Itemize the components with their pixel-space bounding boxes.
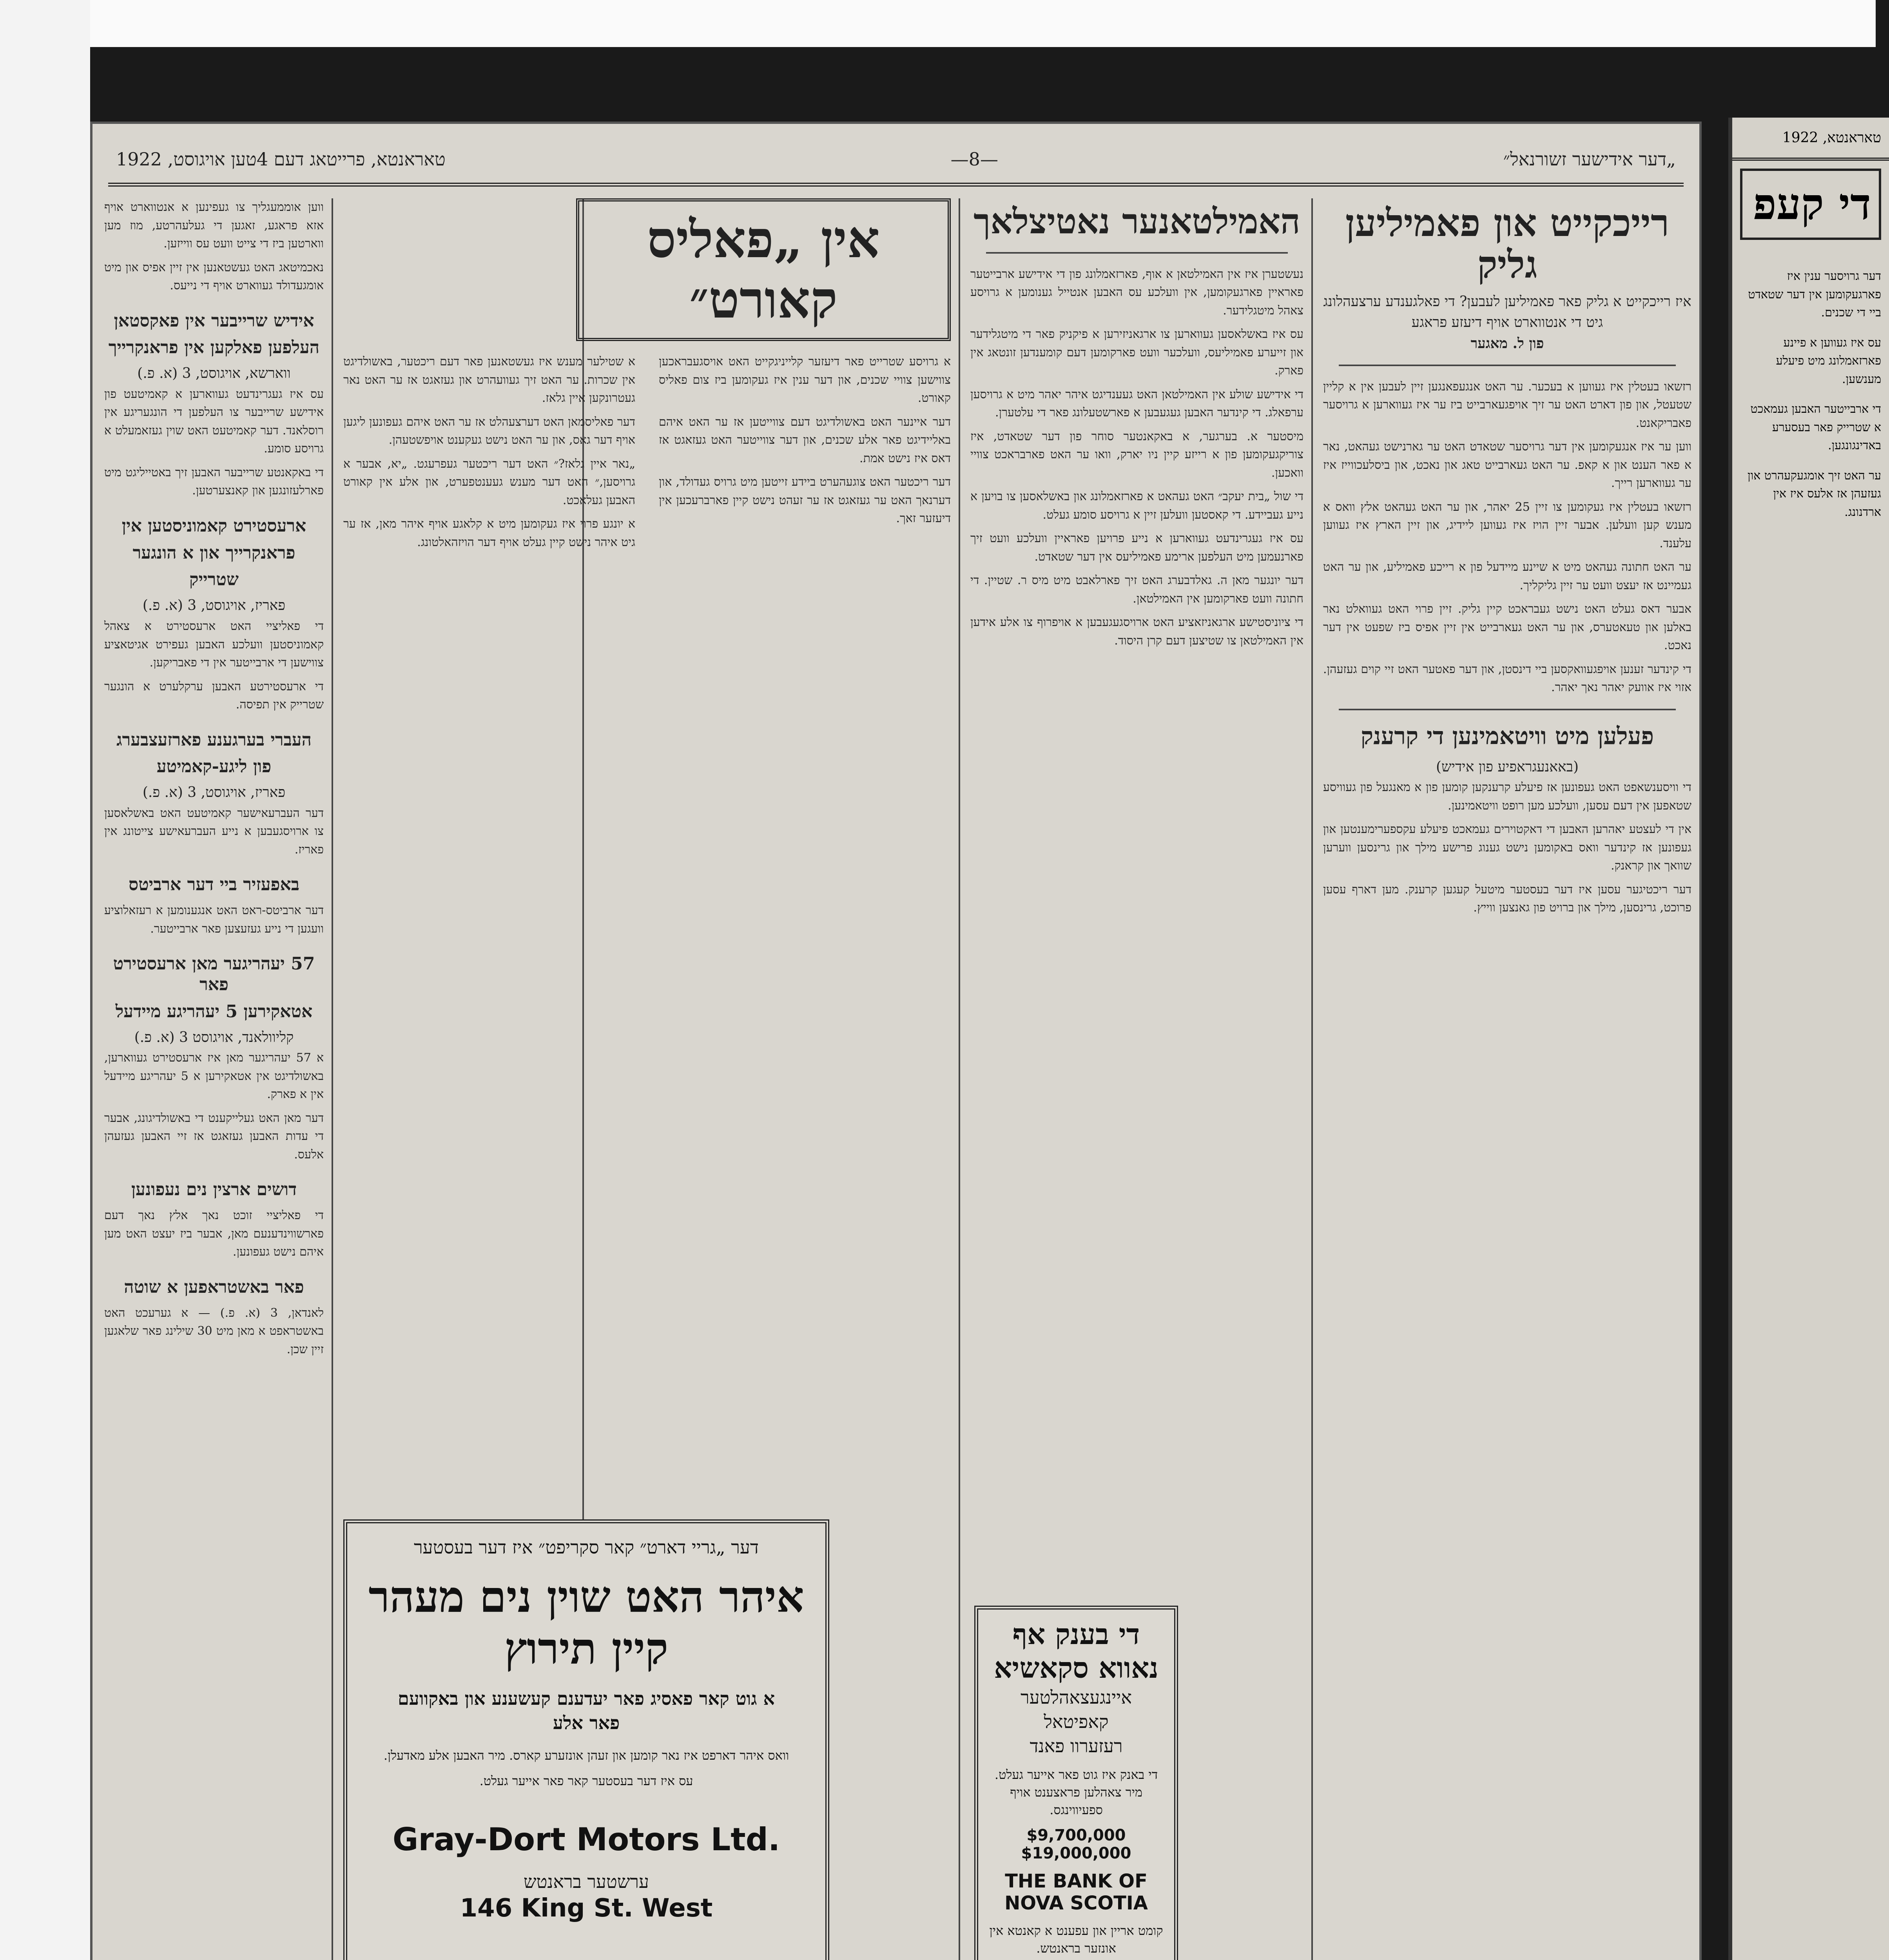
paragraph: רזשאו בעטלין איז געקומען צו זיין 25 יאהר, און ער האט געהאט אלץ וואס א מענש קען וועלען. אבער זיין הויז איז געווען ליידיג, און זיין הארץ איז געווען עלענד. — [1323, 500, 1691, 550]
paragraph: עס איז געווען א פיינע פארזאמלונג מיט פיעלע מענשען. — [1776, 336, 1881, 386]
ad-gray-body: וואס איהר דארפט איז נאר קומען און זעהן אונזערע קארס. מיר האבען אלע מאדעלן. — [383, 1748, 789, 1763]
paragraph: דער ריכטער האט צוגעהערט ביידע זייטען מיט גרויס געדולד, און דערנאך האט ער געזאגט אז ער זעהט נישט קיין פארברעכען אין דיעזער זאך. — [659, 475, 951, 525]
paragraph: א גרויסע שטרייט פאר דיעזער קלייניגקייט האט אויסגעבראכען צווישען צוויי שכנים, און דער ענין איז געקומען ביז צום פאליס קאורט. — [659, 355, 951, 405]
paragraph: די ציוניסטישע ארגאניזאציע האט ארויסגעגעבען א אויפרוף צו אלע אידען אין האמילטאן צו שטיצען דעם קרן היסוד. — [970, 615, 1303, 648]
ad-gray-company: Gray-Dort Motors Ltd. — [392, 1821, 780, 1858]
ad-gray-top-line: דער „גריי דארט״ קאר סקריפט״ איז דער בעסטער — [413, 1537, 759, 1558]
paragraph: עס איז געגרינדעט געווארען א קאמיטעט פון אידישע שרייבער צו העלפען די הונגעריגע אין רוסלאנד. דער קאמיטעט האט שוין געזאמעלט א גרויסע סומע. — [104, 387, 324, 456]
paragraph: ער האט חתונה געהאט מיט א שיינע מיידעל פון א רייכע פאמיליע, און ער האט געמיינט אז יעצט וועט ער זיין גליקליך. — [1323, 560, 1691, 592]
column-rule — [959, 198, 960, 1960]
paragraph: לאנדאן, 3 (א. פ.) — א גערעכט האט באשטראפט א מאן מיט 30 שילינג פאר שלאגען זיין שכן. — [104, 1306, 324, 1356]
column-rule — [1311, 198, 1313, 1960]
ad-bank-text: די באנק איז גוט פאר אייער געלט. מיר צאהלען פראצענט אויף ספעיווינגס. — [994, 1767, 1158, 1817]
subhead-2: גיט די אנטווארט אויף דיעזע פראגע — [1411, 314, 1603, 330]
paragraph: דער גרויסער ענין איז פארגעקומען אין דער שטאדט ביי די שכנים. — [1748, 269, 1881, 319]
dateline: פאריז, אויגוסט, 3 (א. פ.) — [142, 784, 286, 801]
paragraph: די קינדער זענען אויפגעוואקסען ביי דינסטן, און דער פאטער האט זיי קוים געזעהן. אזוי איז אוועק יאהר נאך יאהר. — [1323, 662, 1691, 695]
subhead: איז רייכקייט א גליק פאר פאמיליען לעבען? די פאלגענדע ערצעהלונג — [1323, 294, 1691, 310]
paragraph: די פאליציי האט ארעסטירט א צאהל קאמוניסטען וועלכע האבען געפירט אגיטאציע צווישען די ארבייטער אין די פאבריקען. — [104, 619, 324, 670]
ad-bank-nova-scotia — [974, 1606, 1178, 1960]
paragraph: דער העברעאישער קאמיטעט האט באשלאסען צו ארויסגעבען א נייע העברעאישע צייטונג אין פאריז. — [104, 806, 324, 857]
headline-vitamins: פעלען מיט וויטאמינען די קרענק — [1360, 722, 1654, 750]
paragraph: די פאליציי זוכט נאך אלץ נאך דעם פארשווינדענעם מאן, אבער ביז יעצט האט מען איהם נישט געפונען. — [104, 1209, 324, 1259]
ad-gray-headline-2: קיין תירוץ — [504, 1623, 669, 1674]
paragraph: דער מאן האט געלייקענט די באשולדיגונג, אבער די עדות האבען געזאגט אז זיי האבען געזעהן אלעס. — [104, 1111, 324, 1161]
headline-arrests: ארעסטירט קאמוניסטען אין — [121, 515, 306, 536]
column-family-happiness — [1323, 198, 1691, 1960]
paragraph: ווען ער איז אנגעקומען אין דער גרויסער שטאדט האט ער גארנישט געהאט, נאר א פאר הענט און א קאפ. ער האט געארבייט טאג און נאכט, און ביסלעכווייז איז ער געווארען רייך. — [1323, 440, 1691, 490]
paragraph: די באקאנטע שרייבער האבען זיך באטייליגט מיט פארלעזונגען און קאנצערטען. — [104, 465, 324, 498]
source-note: (באאנעגראפיע פון אידיש) — [1436, 759, 1579, 775]
paragraph: א יונגע פרוי איז געקומען מיט א קלאגע אויף איהר מאן, אז ער גיט איהר נישט קיין געלט אויף דער הויזהאלטונג. — [343, 517, 635, 549]
paragraph: די ארעסטירטע האבען ערקלערט א הונגער שטרייק אין תפיסה. — [104, 679, 324, 712]
paragraph: נעשטערן איז אין האמילטאן א אוף, פארזאמלונג פון די אידישע ארבייטער פאראיין פארגעקומען, אין וועלכע עס האבען אנטייל גענומען א גרויסע צאהל מיטגלידער. — [970, 267, 1303, 318]
divider — [1339, 365, 1676, 366]
column-rule — [332, 198, 333, 1960]
paragraph: אין די לעצטע יאהרען האבען די דאקטוירים געמאכט פיעלע עקספערימענטען און געפונען אז קינדער וואס באקומען נישט גענוג פרישע מילך און גרינסען ווערען שוואך און קראנק. — [1323, 822, 1691, 873]
paragraph: א שטילער מענש איז געשטאנען פאר דעם ריכטער, באשולדיגט אין שכרות. ער האט זיך געוועהרט און געזאגט אז ער האט נאר געטרונקען איין גלאז. — [343, 355, 635, 405]
paragraph: דער ארביטס-ראט האט אנגענומען א רעזאלוציע וועגען די נייע געזעצען פאר ארבייטער. — [104, 904, 324, 936]
ad-gray-branch: ערשטער בראנטש — [524, 1871, 649, 1892]
headline-council: באפעזיר ביי דער ארביטס — [129, 875, 299, 895]
headline-missing: דושים ארצין נים נעפונען — [131, 1180, 297, 1200]
column-police-court — [343, 198, 951, 1492]
police-court-body — [343, 353, 951, 552]
paragraph: א 57 יעהריגער מאן איז ארעסטירט געווארען, באשולדיגט אין אטאקירען א 5 יעהריגע מיידעל אין א פארק. — [104, 1051, 324, 1102]
paragraph: עס איז געגרינדעט געווארען א נייע פרויען פאראיין וועלכע וועט זיך פארנעמען מיט העלפען ארימע פאמיליעס אין דער שטאדט. — [970, 532, 1303, 564]
paragraph: די שול „בית יעקב״ האט געהאט א פארזאמלונג און באשלאסען צו בויען א נייע געביידע. די קאסטען וועלען זיין א גרויסע סומע געלט. — [970, 490, 1303, 522]
dateline: פאריז, אויגוסט, 3 (א. פ.) — [142, 597, 286, 614]
paragraph: דער יונגער מאן ה. גאלדבערג האט זיך פארלאבט מיט מיס ר. שטיין. די חתונה וועט פארקומען אין האמילטאן. — [970, 573, 1303, 606]
ad-bank-title: די בענק אף נאווא סקאשיא — [994, 1617, 1158, 1685]
paragraph: מיסטער א. בערגער, א באקאנטער סוחר פון דער שטאדט, איז צוריקגעקומען פון א רייזע קיין ניו יארק, וואו ער האט פארבראכט צוויי וואכען. — [970, 429, 1303, 480]
ad-gray-headline: איהר האט שוין נים מעהר — [368, 1572, 804, 1622]
paragraph: אבער דאס געלט האט נישט געבראכט קיין גליק. זיין פרוי האט געוואלט נאר באלען און טעאטערס, און ער האט געארבייט אין זיין אפיס ביז שפעט אין דער נאכט. — [1323, 602, 1691, 653]
headline-arrest-man: 57 יעהריגער מאן ארעסטירט פאר — [113, 954, 315, 995]
adjacent-headline: די קעפ — [1740, 169, 1881, 240]
paragraph: די אידישע שולע אין האמילטאן האט געענדיגט איהר יאהר מיט א גרויסען ערפאלג. די קינדער האבען געגעבען א פארשטעלונג פאר די עלטערן. — [970, 387, 1303, 420]
ad-gray-address: 146 King St. West — [460, 1893, 713, 1923]
paragraph: די ארבייטער האבען געמאכט א שטרייק פאר בעסערע באדינגונגען. — [1750, 402, 1881, 452]
masthead-paper-name: „דער אידישער זשורנאל״ — [1503, 149, 1676, 170]
paragraph: רזשאו בעטלין איז געווען א בעכער. ער האט אנגעפאנגען זיין לעבען אין א קליין שטעטל, און פון דארט האט ער זיך אויפגעארבייט ביז ער איז געווארען א גרויסער פאבריקאנט. — [1323, 379, 1691, 430]
ad-bank-name: THE BANK OF NOVA SCOTIA — [1004, 1870, 1148, 1915]
masthead — [108, 136, 1684, 187]
headline-arrests-3: שטרייק — [189, 570, 239, 590]
headline-wealth-family: רייכקייט און פאמיליען גליק — [1345, 201, 1670, 287]
column-news-briefs — [104, 198, 324, 1960]
headline-arrests-2: פראנקרייך און א הונגער — [132, 543, 295, 563]
adjacent-page — [1728, 118, 1889, 1960]
paragraph: די וויסענשאפט האט געפונען אז פיעלע קרענקען קומען פון א מאנגעל פון געוויסע שטאפען אין דעם עסען, וועלכע מען רופט וויטאמינען. — [1323, 780, 1691, 813]
byline: פון ל. מאגער — [1470, 335, 1544, 352]
ad-bank-amount-capital: $9,700,000 — [1026, 1826, 1126, 1845]
paragraph: ער האט זיך אומגעקעהרט און געזעהן אז אלעס איז אין ארדנונג. — [1747, 468, 1881, 519]
paragraph: דער איינער האט באשולדיגט דעם צווייטען אז ער האט איהם באליידיגט פאר אלע שכנים, און דער צווייטער האט געזאגט אז דאס איז נישט אמת. — [659, 415, 951, 465]
headline-punish: פאר באשטראפען א שוטה — [124, 1277, 304, 1297]
ad-bank-capital-label: איינגעצאהלטער קאפיטאל — [1021, 1686, 1132, 1732]
headline-police-court: אין „פאליס קאורט״ — [576, 198, 951, 341]
headline-writers: אידיש שרייבער אין פאקסטאן — [114, 310, 314, 331]
scan-top-margin — [0, 0, 1876, 47]
ad-gray-subhead: א גוט קאר פאסיג פאר יעדענם קעשענע און באקוועם פאר אלע — [397, 1688, 775, 1734]
ad-bank-footer: קומט אריין און עפענט א קאנטא אין אונזער בראנטש. — [989, 1923, 1163, 1956]
paragraph: דער פאליסמאן האט דערצעהלט אז ער האט איהם געפונען ליגען אויף דער גאס, און ער האט נישט געקענט אויפשטעהן. — [343, 415, 635, 447]
dateline: ווארשא, אויגוסט, 3 (א. פ.) — [137, 365, 291, 382]
scan-left-margin — [0, 0, 90, 1960]
masthead-page-number: —8— — [950, 149, 998, 170]
ad-gray-body-2: עס איז דער בעסטער קאר פאר אייער געלט. — [479, 1773, 693, 1789]
ad-gray-dort-motors — [343, 1519, 829, 1960]
newspaper-page — [90, 122, 1702, 1960]
headline-arrest-man-2: אטאקירען 5 יעהריגע מיידעל — [115, 1001, 313, 1022]
dateline: קליוולאנד, אויגוסט 3 (א. פ.) — [134, 1029, 294, 1045]
divider — [986, 252, 1288, 254]
ad-bank-reserve-label: רעזערוו פאנד — [1030, 1735, 1123, 1757]
headline-hebrew: העברי בערגענע פארזעצבערג — [116, 730, 312, 750]
headline-writers-2: העלפען פאלקען אין פראנקרייך — [108, 338, 320, 358]
ad-bank-amount-reserve: $19,000,000 — [1021, 1844, 1131, 1863]
paragraph: עס איז באשלאסען געווארען צו ארגאניזירען א פיקניק פאר די מיטגלידער און זייערע פאמיליעס, וועלכער וועט פארקומען דעם קומענדען זונטאג אין פארק. — [970, 327, 1303, 378]
adjacent-body — [1732, 248, 1889, 541]
headline-hamilton: האמילטאנער נאטיצלאך — [974, 201, 1300, 241]
masthead-date: טאראנטא, פרייטאג דעם 4טען אויגוסט, 1922 — [116, 149, 446, 170]
paragraph: דער ריכטיגער עסען איז דער בעסטער מיטעל קעגען קרענק. מען דארף עסען פרוכט, גרינסען, מילך און ברויט פון גאנצען ווייץ. — [1323, 882, 1691, 915]
adjacent-masthead: טאראנטא, 1922 — [1732, 118, 1889, 161]
paragraph: ווען אוממעגליך צו געפינען א אנטווארט אויף אזא פראגע, זאגען די געלעהרטע, מוז מען ווארטען ביז די צייט וועט עס ווייזען. — [104, 200, 324, 250]
divider — [1339, 709, 1676, 710]
paragraph: „נאר איין גלאז?״ האט דער ריכטער געפרעגט. „יא, אבער א גרויסען,״ האט דער מענש געענטפערט, און אלע אין קאורט האבען געלאכט. — [343, 457, 635, 507]
headline-hebrew-2: פון ליגע-קאמיטע — [156, 757, 272, 777]
paragraph: נאכמיטאג האט געשטאנען אין זיין אפיס און מיט אומגעדולד געווארט אויף די נייעס. — [104, 260, 324, 292]
